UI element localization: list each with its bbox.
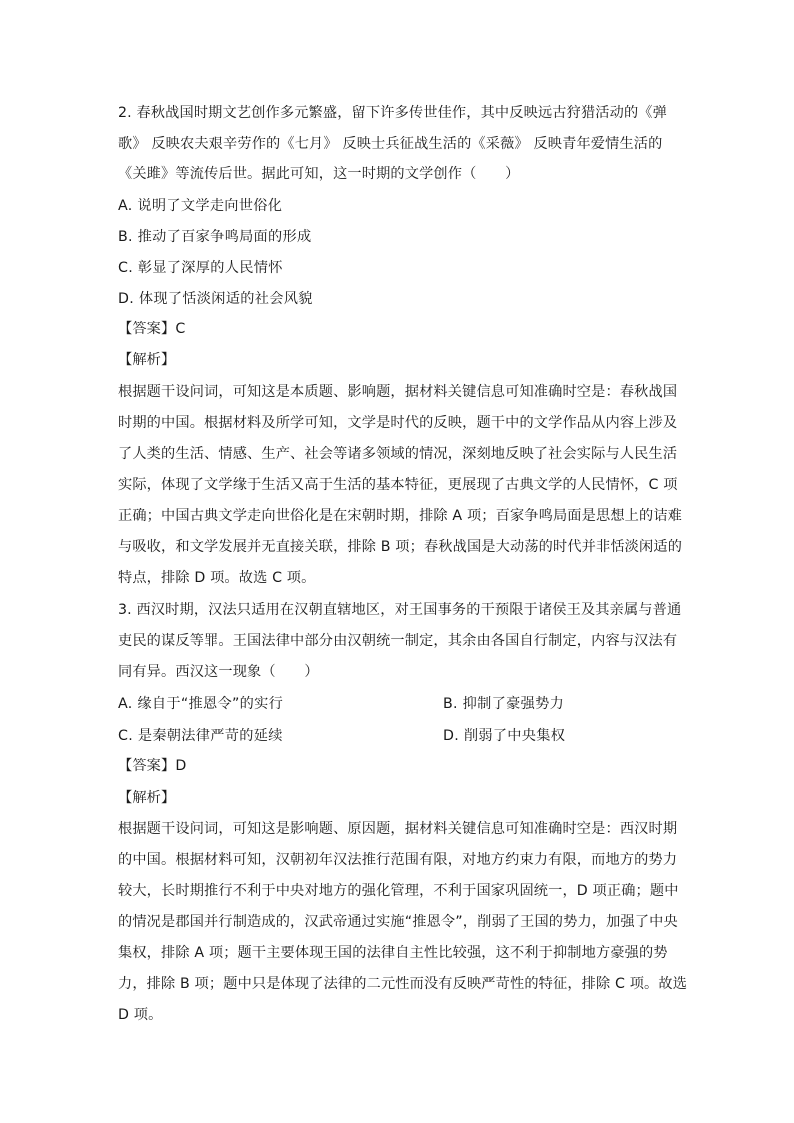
question-3-analysis-line: 的情况是郡国并行制造成的，汉武帝通过实施“推恩令”，削弱了王国的势力，加强了中央 xyxy=(118,914,678,930)
question-3-stem-line: 同有异。西汉这一现象（ ） xyxy=(118,664,319,680)
question-2-stem-line: 2. 春秋战国时期文艺创作多元繁盛，留下许多传世佳作，其中反映远古狩猎活动的《弹 xyxy=(118,105,667,121)
question-3-stem-line: 吏民的谋反等罪。王国法律中部分由汉朝统一制定，其余由各国自行制定，内容与汉法有 xyxy=(118,633,678,649)
question-2-analysis-line: 时期的中国。根据材料及所学可知，文学是时代的反映，题干中的文学作品从内容上涉及 xyxy=(118,415,678,431)
question-2-analysis-line: 特点，排除 D 项。故选 C 项。 xyxy=(118,570,316,586)
question-2-stem-line: 歌》 反映农夫艰辛劳作的《七月》 反映士兵征战生活的《采薇》 反映青年爱情生活的 xyxy=(118,136,663,152)
question-3-analysis-line: 集权，排除 A 项；题干主要体现王国的法律自主性比较强，这不利于抑制地方豪强的势 xyxy=(118,945,668,961)
question-3-analysis-line: 根据题干设问词，可知这是影响题、原因题，据材料关键信息可知准确时空是：西汉时期 xyxy=(118,821,678,837)
question-2-option-c: C. 彰显了深厚的人民情怀 xyxy=(118,260,283,276)
question-3-answer: 【答案】D xyxy=(118,758,187,774)
question-2-option-d: D. 体现了恬淡闲适的社会风貌 xyxy=(118,291,313,307)
question-2-stem-line: 《关雎》等流传后世。据此可知，这一时期的文学创作（ ） xyxy=(118,166,520,182)
question-3-option-a: A. 缘自于“推恩令”的实行 xyxy=(118,696,284,712)
question-3-analysis-line: 较大，长时期推行不利于中央对地方的强化管理，不利于国家巩固统一，D 项正确；题中 xyxy=(118,883,679,899)
question-2-option-a: A. 说明了文学走向世俗化 xyxy=(118,198,283,214)
question-2-analysis-line: 正确；中国古典文学走向世俗化是在宋朝时期，排除 A 项；百家争鸣局面是思想上的诘难 xyxy=(118,508,683,524)
question-3-option-d: D. 削弱了中央集权 xyxy=(443,728,566,744)
question-2-analysis-label: 【解析】 xyxy=(118,352,176,368)
question-3-option-b: B. 抑制了豪强势力 xyxy=(443,696,565,712)
question-3-stem-line: 3. 西汉时期，汉法只适用在汉朝直辖地区，对王国事务的干预限于诸侯王及其亲属与普通 xyxy=(118,602,682,618)
question-2-option-b: B. 推动了百家争鸣局面的形成 xyxy=(118,229,312,245)
question-2-analysis-line: 实际，体现了文学缘于生活又高于生活的基本特征，更展现了古典文学的人民情怀，C 项 xyxy=(118,477,678,493)
question-3-analysis-label: 【解析】 xyxy=(118,790,176,806)
question-3-analysis-line: 力，排除 B 项；题中只是体现了法律的二元性而没有反映严苛性的特征，排除 C 项。故选 xyxy=(118,976,688,992)
question-3-analysis-line: 的中国。根据材料可知，汉朝初年汉法推行范围有限，对地方约束力有限，而地方的势力 xyxy=(118,852,678,868)
question-2-analysis-line: 根据题干设问词，可知这是本质题、影响题，据材料关键信息可知准确时空是：春秋战国 xyxy=(118,384,678,400)
question-3-option-c: C. 是秦朝法律严苛的延续 xyxy=(118,728,283,744)
question-2-answer: 【答案】C xyxy=(118,321,186,337)
question-3-analysis-line: D 项。 xyxy=(118,1007,163,1023)
question-2-analysis-line: 与吸收，和文学发展并无直接关联，排除 B 项；春秋战国是大动荡的时代并非恬淡闲适的 xyxy=(118,539,683,555)
question-2-analysis-line: 了人类的生活、情感、生产、社会等诸多领域的情况，深刻地反映了社会实际与人民生活 xyxy=(118,446,678,462)
